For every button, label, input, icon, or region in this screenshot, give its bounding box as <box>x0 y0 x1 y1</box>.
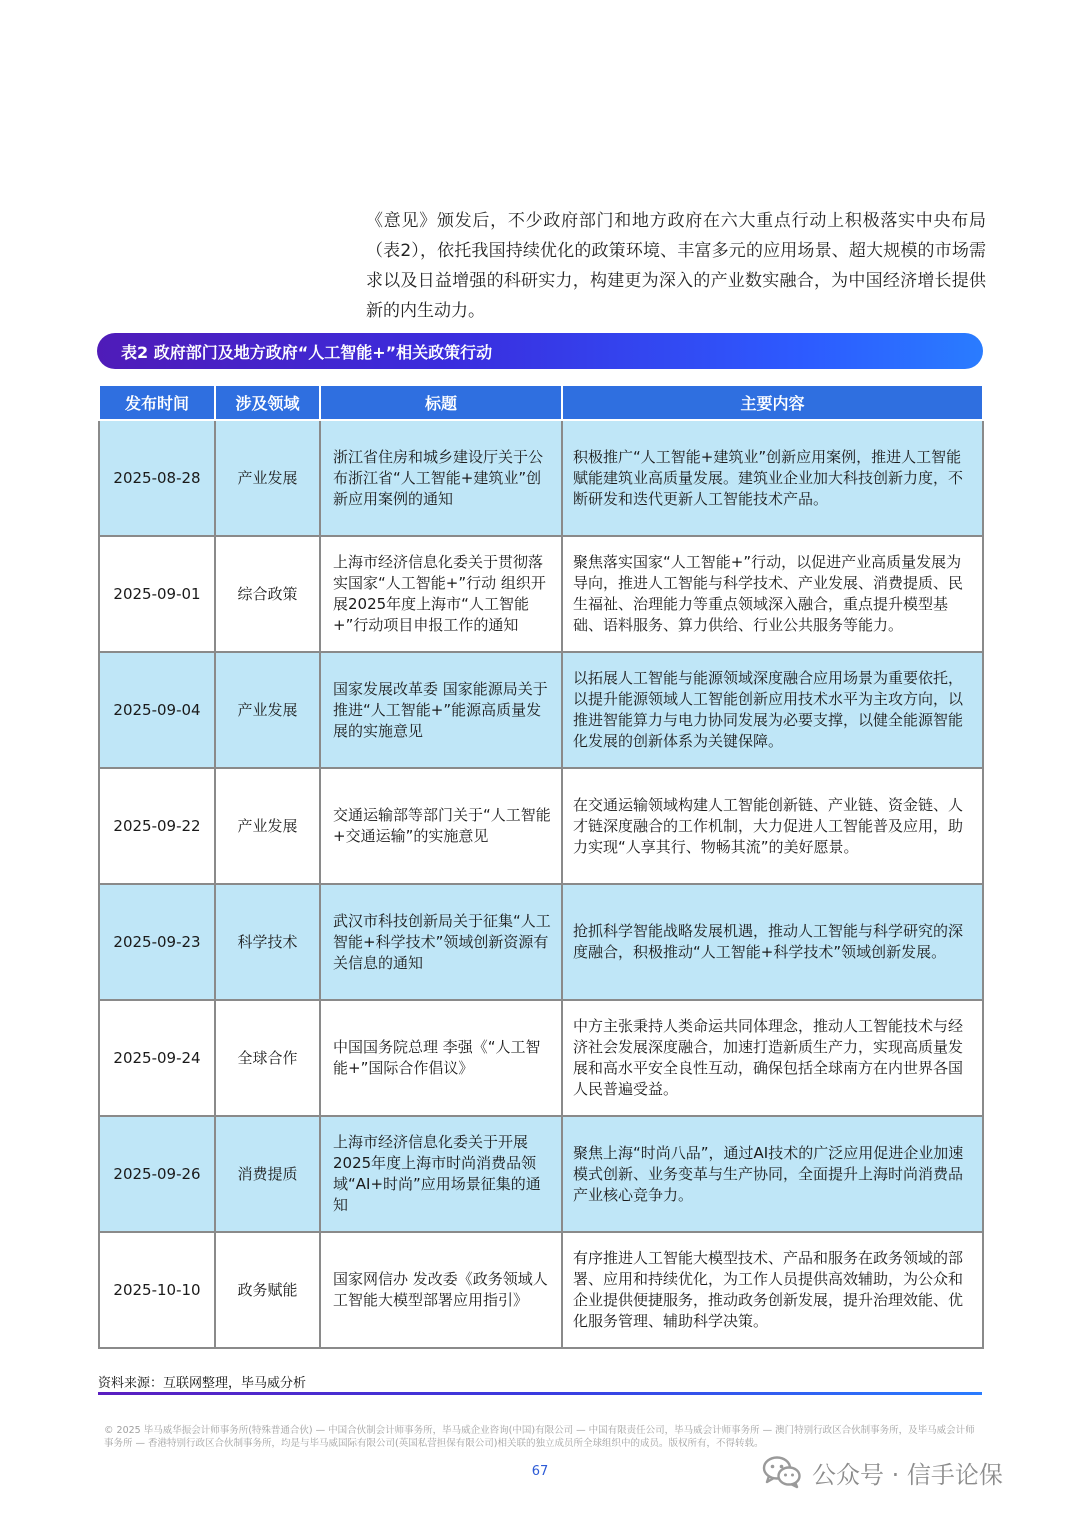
cell-title: 交通运输部等部门关于“人工智能+交通运输”的实施意见 <box>320 768 562 884</box>
cell-field: 消费提质 <box>215 1116 320 1232</box>
cell-content: 聚焦上海“时尚八品”，通过AI技术的广泛应用促进企业加速模式创新、业务变革与生产协同，全面提升上海时尚消费品产业核心竞争力。 <box>562 1116 983 1232</box>
column-header-date: 发布时间 <box>99 385 215 420</box>
watermark-text: 公众号 · 信手论保 <box>812 1460 1003 1489</box>
cell-content: 以拓展人工智能与能源领域深度融合应用场景为重要依托，以提升能源领域人工智能创新应用技术水平为主攻方向，以推进智能算力与电力协同发展为必要支撑，以健全能源智能化发展的创新体系为关键保障。 <box>562 652 983 768</box>
column-header-title: 标题 <box>320 385 562 420</box>
cell-date: 2025-08-28 <box>99 420 215 536</box>
table-row <box>99 884 983 1000</box>
cell-content: 中方主张秉持人类命运共同体理念，推动人工智能技术与经济社会发展深度融合，加速打造新质生产力，实现高质量发展和高水平安全良性互动，确保包括全球南方在内世界各国人民普遍受益。 <box>562 1000 983 1116</box>
cell-title: 国家发展改革委 国家能源局关于推进“人工智能+”能源高质量发展的实施意见 <box>320 652 562 768</box>
policy-table <box>98 384 984 1349</box>
cell-content: 抢抓科学智能战略发展机遇，推动人工智能与科学研究的深度融合，积极推动“人工智能+科学技术”领域创新发展。 <box>562 884 983 1000</box>
table-title-banner <box>97 333 983 369</box>
table-row <box>99 420 983 536</box>
cell-date: 2025-09-22 <box>99 768 215 884</box>
cell-date: 2025-09-01 <box>99 536 215 652</box>
page-number: 67 <box>531 1464 549 1479</box>
cell-title: 武汉市科技创新局关于征集“人工智能+科学技术”领域创新资源有关信息的通知 <box>320 884 562 1000</box>
cell-date: 2025-09-24 <box>99 1000 215 1116</box>
watermark <box>762 1452 1003 1492</box>
cell-title: 国家网信办 发改委《政务领域人工智能大模型部署应用指引》 <box>320 1232 562 1348</box>
cell-date: 2025-09-26 <box>99 1116 215 1232</box>
cell-field: 产业发展 <box>215 652 320 768</box>
wechat-icon <box>762 1455 802 1489</box>
source-note: 资料来源：互联网整理，毕马威分析 <box>98 1376 307 1391</box>
cell-field: 政务赋能 <box>215 1232 320 1348</box>
column-header-content: 主要内容 <box>562 385 983 420</box>
cell-field: 全球合作 <box>215 1000 320 1116</box>
cell-field: 产业发展 <box>215 768 320 884</box>
cell-title: 中国国务院总理 李强《“人工智能+”国际合作倡议》 <box>320 1000 562 1116</box>
column-header-field: 涉及领域 <box>215 385 320 420</box>
table-title: 表2 政府部门及地方政府“人工智能+”相关政策行动 <box>121 342 493 362</box>
table-header-row <box>99 385 983 420</box>
table-row <box>99 1000 983 1116</box>
copyright-footer: © 2025 毕马威华振会计师事务所(特殊普通合伙) — 中国合伙制会计师事务所，毕马威企业咨询(中国)有限公司 — 中国有限责任公司，毕马威会计师事务所 — 澳门特别行政区合伙制事务所，及毕马威会计师事务所 — 香港特别行政区合伙制事务所，均是与毕马威国际有限公司(英国私营担保有限公司)相关联的独立成员所全球组织中的成员。版权所有，不得转载。 <box>104 1425 975 1449</box>
cell-content: 聚焦落实国家“人工智能+”行动，以促进产业高质量发展为导向，推进人工智能与科学技术、产业发展、消费提质、民生福祉、治理能力等重点领域深入融合，重点提升模型基础、语料服务、算力供给、行业公共服务等能力。 <box>562 536 983 652</box>
cell-date: 2025-09-23 <box>99 884 215 1000</box>
table-row <box>99 768 983 884</box>
cell-field: 科学技术 <box>215 884 320 1000</box>
cell-field: 产业发展 <box>215 420 320 536</box>
cell-title: 上海市经济信息化委关于开展2025年度上海市时尚消费品领域“AI+时尚”应用场景征集的通知 <box>320 1116 562 1232</box>
cell-content: 有序推进人工智能大模型技术、产品和服务在政务领域的部署、应用和持续优化，为工作人员提供高效辅助，为公众和企业提供便捷服务，推动政务创新发展，提升治理效能、优化服务管理、辅助科学决策。 <box>562 1232 983 1348</box>
table-row <box>99 1116 983 1232</box>
cell-title: 上海市经济信息化委关于贯彻落实国家“人工智能+”行动 组织开展2025年度上海市“人工智能+”行动项目申报工作的通知 <box>320 536 562 652</box>
cell-title: 浙江省住房和城乡建设厅关于公布浙江省“人工智能+建筑业”创新应用案例的通知 <box>320 420 562 536</box>
table-row <box>99 536 983 652</box>
cell-date: 2025-10-10 <box>99 1232 215 1348</box>
intro-paragraph: 《意见》颁发后，不少政府部门和地方政府在六大重点行动上积极落实中央布局（表2），依托我国持续优化的政策环境、丰富多元的应用场景、超大规模的市场需求以及日益增强的科研实力，构建更为深入的产业数实融合，为中国经济增长提供新的内生动力。 <box>366 211 986 321</box>
table-row <box>99 652 983 768</box>
cell-content: 在交通运输领域构建人工智能创新链、产业链、资金链、人才链深度融合的工作机制，大力促进人工智能普及应用，助力实现“人享其行、物畅其流”的美好愿景。 <box>562 768 983 884</box>
cell-date: 2025-09-04 <box>99 652 215 768</box>
divider <box>98 1392 982 1395</box>
cell-field: 综合政策 <box>215 536 320 652</box>
cell-content: 积极推广“人工智能+建筑业”创新应用案例，推进人工智能赋能建筑业高质量发展。建筑业企业加大科技创新力度，不断研发和迭代更新人工智能技术产品。 <box>562 420 983 536</box>
table-row <box>99 1232 983 1348</box>
